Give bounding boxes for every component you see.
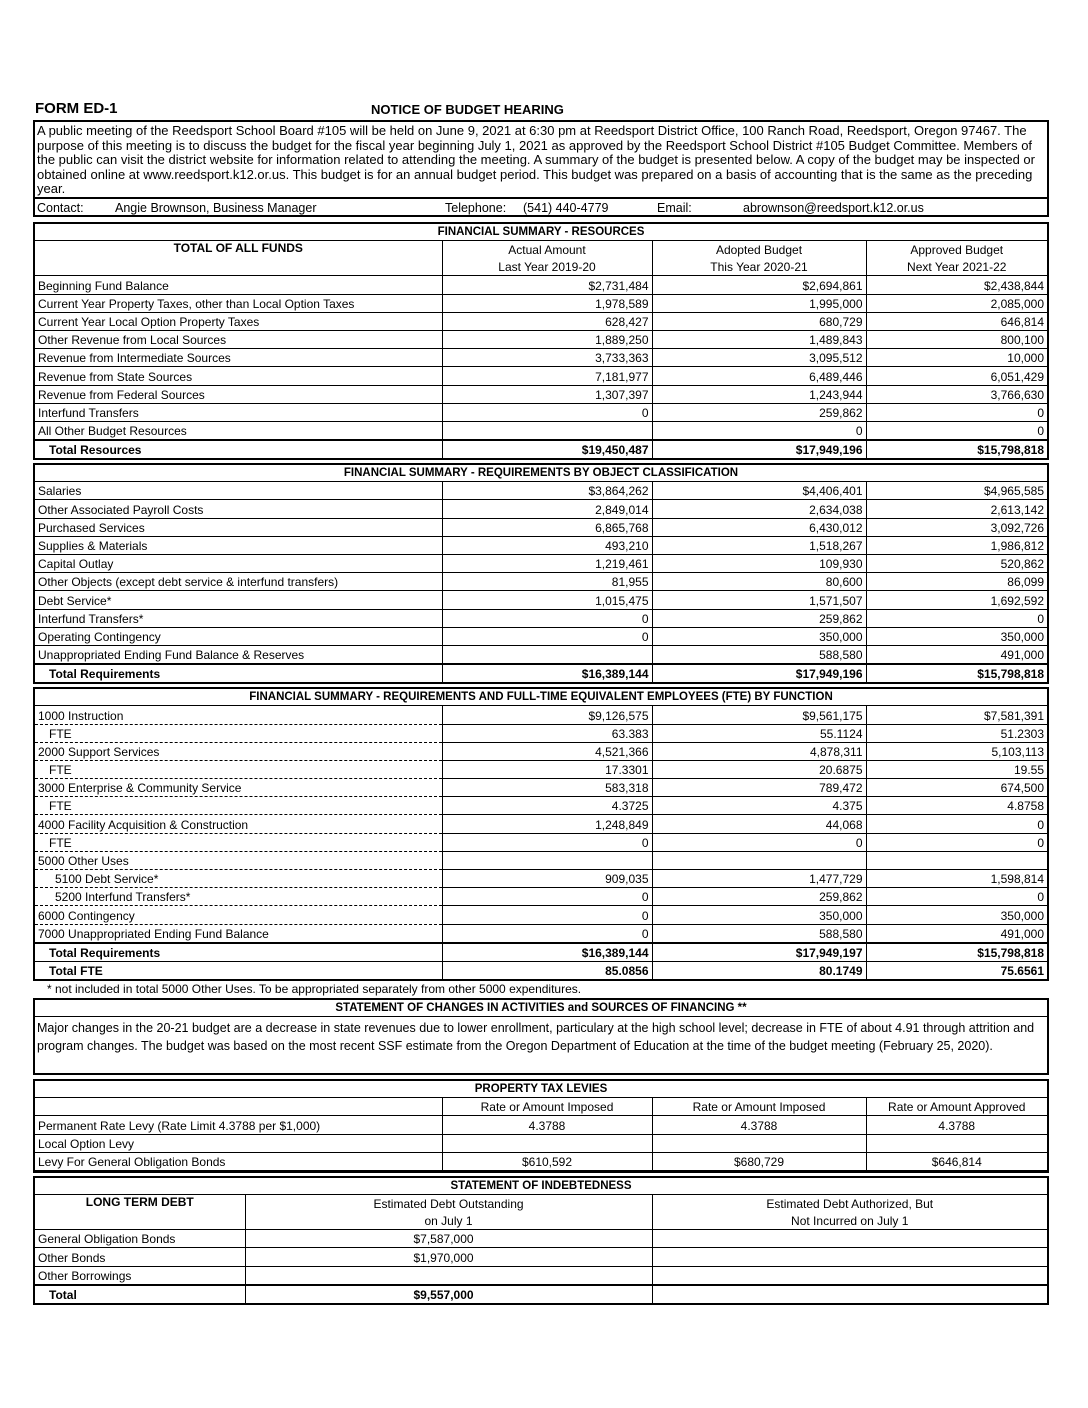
cell-b: $4,406,401: [652, 482, 866, 500]
table-row: [35, 1266, 1047, 1285]
col-actual-header: Actual Amount: [442, 241, 652, 259]
row-label: 3000 Enterprise & Community Service: [35, 779, 442, 797]
table-row: [35, 924, 1047, 943]
total-funds-label: TOTAL OF ALL FUNDS: [35, 241, 442, 276]
cell-a: [442, 645, 652, 664]
row-label: Total: [35, 1285, 245, 1303]
cell-b: 4.3788: [652, 1116, 866, 1134]
table-row: [35, 367, 1047, 385]
row-label: Revenue from Federal Sources: [35, 385, 442, 403]
cell-b: 4,878,311: [652, 742, 866, 760]
budget-notice-form: [33, 100, 1049, 1305]
table-row: [35, 1248, 1047, 1266]
cell-c: 2,613,142: [866, 500, 1047, 518]
cell-a: [245, 1266, 652, 1285]
col-approved-header: Approved Budget: [910, 243, 1004, 258]
table-row: [35, 518, 1047, 536]
row-label: Other Associated Payroll Costs: [35, 500, 442, 518]
telephone-label: Telephone:: [445, 201, 507, 215]
cell-b: $2,694,861: [652, 276, 866, 294]
cell-adopted: 80.1749: [652, 961, 866, 980]
cell-b: 55.1124: [652, 724, 866, 742]
table-row: [35, 706, 1047, 724]
requirements-object-section: [33, 463, 1049, 684]
table-row: [35, 1134, 1047, 1152]
footnote: * not included in total 5000 Other Uses. To be appropriated separately from other 5000 expenditures.: [47, 982, 582, 997]
cell-b: 789,472: [652, 779, 866, 797]
cell-a: 81,955: [442, 573, 652, 591]
cell-a: $7,587,000: [245, 1230, 652, 1248]
col-adopted-header: Adopted Budget: [652, 241, 866, 259]
cell-b: 1,477,729: [652, 870, 866, 888]
row-label: Total Requirements: [35, 664, 442, 682]
cell-a: $610,592: [442, 1152, 652, 1170]
table-row: [35, 555, 1047, 573]
table-row: [35, 609, 1047, 627]
col-outstanding-header: Estimated Debt Outstanding: [245, 1194, 652, 1212]
row-label: Other Revenue from Local Sources: [35, 330, 442, 348]
row-label: Other Borrowings: [35, 1266, 245, 1285]
cell-a: 4,521,366: [442, 742, 652, 760]
cell-b: 1,571,507: [652, 591, 866, 609]
cell-actual: $16,389,144: [442, 664, 652, 682]
tax-levies-section: [33, 1079, 1049, 1173]
indebtedness-column-header: [35, 1194, 1047, 1212]
table-row: [35, 536, 1047, 554]
cell-b: 680,729: [652, 312, 866, 330]
cell-b: 259,862: [652, 609, 866, 627]
cell-b: 20.6875: [652, 760, 866, 778]
row-label: FTE: [35, 833, 442, 851]
meeting-notice: A public meeting of the Reedsport School Board #105 will be held on June 9, 2021 at 6:30 pm at Reedsport District Office, 100 Ranch Road, Reedsport, Oregon 97467. The purpose of this meeting is to discuss the budget for the fiscal year beginning July 1, 2021 as approved by the Reedsport School District #105 Budget Committee. Members of the public can visit the district website for information related to attending the meeting. A summary of the budget is presented below. A copy of the budget may be inspected or obtained online at www.reedsport.k12.or.us. This budget is for an annual budget period. This budget was prepared on a basis of accounting that is the same as the preceding year.: [33, 120, 1049, 197]
cell-c: 2,085,000: [866, 294, 1047, 312]
cell-approved: $15,798,818: [866, 943, 1047, 962]
col-imposed-header-2: Rate or Amount Imposed: [652, 1098, 866, 1116]
cell-a: 6,865,768: [442, 518, 652, 536]
cell-c: $2,438,844: [866, 276, 1047, 294]
statement-changes-title: STATEMENT OF CHANGES IN ACTIVITIES and SOURCES OF FINANCING **: [35, 1000, 1047, 1017]
col-authorized-sub: Not Incurred on July 1: [652, 1212, 1047, 1230]
cell-b: $680,729: [652, 1152, 866, 1170]
row-label: Current Year Property Taxes, other than Local Option Taxes: [35, 294, 442, 312]
table-row: [35, 349, 1047, 367]
cell-c: 51.2303: [866, 724, 1047, 742]
row-label: Purchased Services: [35, 518, 442, 536]
cell-a: 63.383: [442, 724, 652, 742]
cell-b: 0: [652, 421, 866, 440]
row-label: Local Option Levy: [35, 1134, 442, 1152]
cell-approved: $15,798,818: [866, 664, 1047, 682]
contact-label: Contact:: [37, 201, 84, 215]
table-row: [35, 1230, 1047, 1248]
table-row: [35, 760, 1047, 778]
table-row: [35, 276, 1047, 294]
cell-c: 10,000: [866, 349, 1047, 367]
table-row: [35, 1152, 1047, 1170]
row-label: Revenue from Intermediate Sources: [35, 349, 442, 367]
table-row: [35, 385, 1047, 403]
row-label: 2000 Support Services: [35, 742, 442, 760]
cell-a: [442, 1134, 652, 1152]
row-label: 7000 Unappropriated Ending Fund Balance: [35, 924, 442, 943]
row-label: Debt Service*: [35, 591, 442, 609]
cell-a: 3,733,363: [442, 349, 652, 367]
requirements-function-section: [33, 687, 1049, 981]
cell-c: 5,103,113: [866, 742, 1047, 760]
col-authorized-header: Estimated Debt Authorized, But: [766, 1197, 934, 1212]
table-row: [35, 482, 1047, 500]
cell-a: 0: [442, 609, 652, 627]
email-label: Email:: [657, 201, 692, 215]
row-label: Revenue from State Sources: [35, 367, 442, 385]
row-label: FTE: [35, 797, 442, 815]
cell-outstanding: $9,557,000: [245, 1285, 652, 1303]
cell-c: 0: [866, 421, 1047, 440]
cell-authorized: [652, 1285, 1047, 1303]
cell-a: 909,035: [442, 870, 652, 888]
cell-a: 0: [442, 403, 652, 421]
cell-a: $2,731,484: [442, 276, 652, 294]
cell-b: 259,862: [652, 403, 866, 421]
total-fte-row: [35, 961, 1047, 980]
cell-c: 3,092,726: [866, 518, 1047, 536]
requirements-object-title: FINANCIAL SUMMARY - REQUIREMENTS BY OBJECT CLASSIFICATION: [35, 465, 1047, 482]
cell-b: 588,580: [652, 645, 866, 664]
total-resources-row: [35, 440, 1047, 458]
cell-a: 0: [442, 924, 652, 943]
table-row: [35, 1116, 1047, 1134]
cell-actual: 85.0856: [442, 961, 652, 980]
indebtedness-total-row: [35, 1285, 1047, 1303]
statement-changes-section: [33, 998, 1049, 1075]
requirements-function-title: FINANCIAL SUMMARY - REQUIREMENTS AND FULL-TIME EQUIVALENT EMPLOYEES (FTE) BY FUNCTION: [35, 689, 1047, 706]
statement-changes-text: Major changes in the 20-21 budget are a decrease in state revenues due to lower enrollment, particulary at the high school level; decrease in FTE of about 4.91 through attrition and program changes. The budget was based on the most recent SSF estimate from the Oregon Department of Education at the time of the budget meeting (February 25, 2020).: [37, 1021, 1035, 1054]
row-label: All Other Budget Resources: [35, 421, 442, 440]
row-label: Supplies & Materials: [35, 536, 442, 554]
row-label: Levy For General Obligation Bonds: [35, 1152, 442, 1170]
long-term-debt-label: LONG TERM DEBT: [35, 1194, 245, 1229]
cell-c: 0: [866, 833, 1047, 851]
contact-line: [33, 197, 1049, 217]
cell-c: [866, 851, 1047, 869]
cell-a: $1,970,000: [245, 1248, 652, 1266]
cell-b: [652, 1134, 866, 1152]
cell-a: 628,427: [442, 312, 652, 330]
cell-a: 17.3301: [442, 760, 652, 778]
cell-a: 493,210: [442, 536, 652, 554]
cell-b: 44,068: [652, 815, 866, 833]
row-label: Salaries: [35, 482, 442, 500]
cell-c: 4.3788: [866, 1116, 1047, 1134]
telephone-number: (541) 440-4779: [523, 201, 609, 215]
cell-c: 3,766,630: [866, 385, 1047, 403]
contact-name: Angie Brownson, Business Manager: [115, 201, 317, 215]
table-row: [35, 645, 1047, 664]
table-row: [35, 851, 1047, 869]
table-row: [35, 779, 1047, 797]
table-row: [35, 870, 1047, 888]
row-label: FTE: [35, 760, 442, 778]
cell-a: 1,889,250: [442, 330, 652, 348]
cell-a: 1,015,475: [442, 591, 652, 609]
resources-section: [33, 222, 1049, 460]
cell-a: 2,849,014: [442, 500, 652, 518]
cell-a: 4.3725: [442, 797, 652, 815]
cell-a: 1,248,849: [442, 815, 652, 833]
cell-a: 1,219,461: [442, 555, 652, 573]
cell-c: 4.8758: [866, 797, 1047, 815]
row-label: General Obligation Bonds: [35, 1230, 245, 1248]
tax-levies-title: PROPERTY TAX LEVIES: [35, 1081, 1047, 1098]
cell-b: 4.375: [652, 797, 866, 815]
col-outstanding-sub: on July 1: [245, 1212, 652, 1230]
cell-a: $9,126,575: [442, 706, 652, 724]
cell-b: 3,095,512: [652, 349, 866, 367]
col-actual-year: Last Year 2019-20: [442, 258, 652, 276]
cell-b: 259,862: [652, 888, 866, 906]
cell-a: 0: [442, 833, 652, 851]
function-total-requirements-row: [35, 943, 1047, 962]
cell-b: 80,600: [652, 573, 866, 591]
cell-b: 6,430,012: [652, 518, 866, 536]
cell-c: 491,000: [866, 645, 1047, 664]
cell-b: 2,634,038: [652, 500, 866, 518]
cell-c: 0: [866, 609, 1047, 627]
table-row: [35, 797, 1047, 815]
row-label: 5100 Debt Service*: [35, 870, 442, 888]
row-label: Total FTE: [35, 961, 442, 980]
cell-c: 674,500: [866, 779, 1047, 797]
cell-b: 350,000: [652, 906, 866, 924]
cell-adopted: $17,949,196: [652, 440, 866, 458]
cell-a: 0: [442, 888, 652, 906]
table-row: [35, 888, 1047, 906]
table-row: [35, 500, 1047, 518]
cell-c: 520,862: [866, 555, 1047, 573]
cell-c: 1,598,814: [866, 870, 1047, 888]
cell-c: 350,000: [866, 906, 1047, 924]
row-label: Beginning Fund Balance: [35, 276, 442, 294]
row-label: Interfund Transfers*: [35, 609, 442, 627]
cell-actual: $19,450,487: [442, 440, 652, 458]
table-row: [35, 294, 1047, 312]
table-row: [35, 591, 1047, 609]
row-label: Interfund Transfers: [35, 403, 442, 421]
cell-a: [442, 851, 652, 869]
col-imposed-header: Rate or Amount Imposed: [442, 1098, 652, 1116]
form-id: FORM ED-1: [35, 100, 118, 117]
cell-b: 1,995,000: [652, 294, 866, 312]
table-row: [35, 833, 1047, 851]
table-row: [35, 742, 1047, 760]
cell-approved: $15,798,818: [866, 440, 1047, 458]
cell-c: 19.55: [866, 760, 1047, 778]
table-row: [35, 906, 1047, 924]
cell-b: 350,000: [652, 627, 866, 645]
cell-c: 0: [866, 403, 1047, 421]
row-label: 6000 Contingency: [35, 906, 442, 924]
row-label: Capital Outlay: [35, 555, 442, 573]
cell-adopted: $17,949,197: [652, 943, 866, 962]
cell-c: $4,965,585: [866, 482, 1047, 500]
col-adopted-year: This Year 2020-21: [652, 258, 866, 276]
form-header: [33, 100, 1049, 120]
cell-a: 1,978,589: [442, 294, 652, 312]
cell-a: 0: [442, 906, 652, 924]
cell-b: 1,518,267: [652, 536, 866, 554]
cell-b: [652, 851, 866, 869]
indebtedness-title: STATEMENT OF INDEBTEDNESS: [35, 1178, 1047, 1195]
cell-actual: $16,389,144: [442, 943, 652, 962]
row-label: Other Bonds: [35, 1248, 245, 1266]
cell-b: 1,489,843: [652, 330, 866, 348]
cell-a: 4.3788: [442, 1116, 652, 1134]
cell-adopted: $17,949,196: [652, 664, 866, 682]
cell-c: 0: [866, 888, 1047, 906]
table-row: [35, 815, 1047, 833]
cell-b: $9,561,175: [652, 706, 866, 724]
row-label: 1000 Instruction: [35, 706, 442, 724]
cell-a: 583,318: [442, 779, 652, 797]
cell-b: 0: [652, 833, 866, 851]
col-approved-header: Rate or Amount Approved: [866, 1098, 1047, 1116]
cell-c: 1,692,592: [866, 591, 1047, 609]
resources-title: FINANCIAL SUMMARY - RESOURCES: [35, 224, 1047, 241]
table-row: [35, 627, 1047, 645]
cell-c: $7,581,391: [866, 706, 1047, 724]
cell-c: [866, 1134, 1047, 1152]
cell-c: 6,051,429: [866, 367, 1047, 385]
cell-b: [652, 1248, 1047, 1266]
cell-c: 1,986,812: [866, 536, 1047, 554]
cell-b: 109,930: [652, 555, 866, 573]
table-row: [35, 403, 1047, 421]
cell-c: 800,100: [866, 330, 1047, 348]
row-label: 5000 Other Uses: [35, 851, 442, 869]
row-label: Unappropriated Ending Fund Balance & Reserves: [35, 645, 442, 664]
table-row: [35, 421, 1047, 440]
cell-c: $646,814: [866, 1152, 1047, 1170]
cell-a: 0: [442, 627, 652, 645]
total-requirements-row: [35, 664, 1047, 682]
indebtedness-section: [33, 1176, 1049, 1305]
cell-a: [442, 421, 652, 440]
col-approved-year: Next Year 2021-22: [866, 258, 1047, 276]
cell-approved: 75.6561: [1000, 964, 1044, 979]
cell-b: 588,580: [652, 924, 866, 943]
row-label: 4000 Facility Acquisition & Construction: [35, 815, 442, 833]
table-row: [35, 330, 1047, 348]
cell-c: 350,000: [866, 627, 1047, 645]
row-label: FTE: [35, 724, 442, 742]
cell-b: [652, 1230, 1047, 1248]
cell-c: 491,000: [866, 924, 1047, 943]
form-title: NOTICE OF BUDGET HEARING: [371, 102, 564, 117]
row-label: Operating Contingency: [35, 627, 442, 645]
table-row: [35, 573, 1047, 591]
row-label: Other Objects (except debt service & interfund transfers): [35, 573, 442, 591]
row-label: Current Year Local Option Property Taxes: [35, 312, 442, 330]
cell-c: 86,099: [866, 573, 1047, 591]
cell-c: 646,814: [866, 312, 1047, 330]
table-row: [35, 724, 1047, 742]
cell-b: 6,489,446: [652, 367, 866, 385]
cell-a: 1,307,397: [442, 385, 652, 403]
cell-b: 1,243,944: [652, 385, 866, 403]
email-address: abrownson@reedsport.k12.or.us: [743, 201, 924, 215]
tax-levies-column-header: [35, 1098, 1047, 1116]
row-label: Total Requirements: [35, 943, 442, 962]
cell-a: 7,181,977: [442, 367, 652, 385]
row-label: Permanent Rate Levy (Rate Limit 4.3788 per $1,000): [35, 1116, 442, 1134]
cell-a: $3,864,262: [442, 482, 652, 500]
resources-column-header: [35, 241, 1047, 259]
table-row: [35, 312, 1047, 330]
cell-c: 0: [866, 815, 1047, 833]
row-label: Total Resources: [35, 440, 442, 458]
cell-b: [652, 1266, 1047, 1285]
row-label: 5200 Interfund Transfers*: [35, 888, 442, 906]
